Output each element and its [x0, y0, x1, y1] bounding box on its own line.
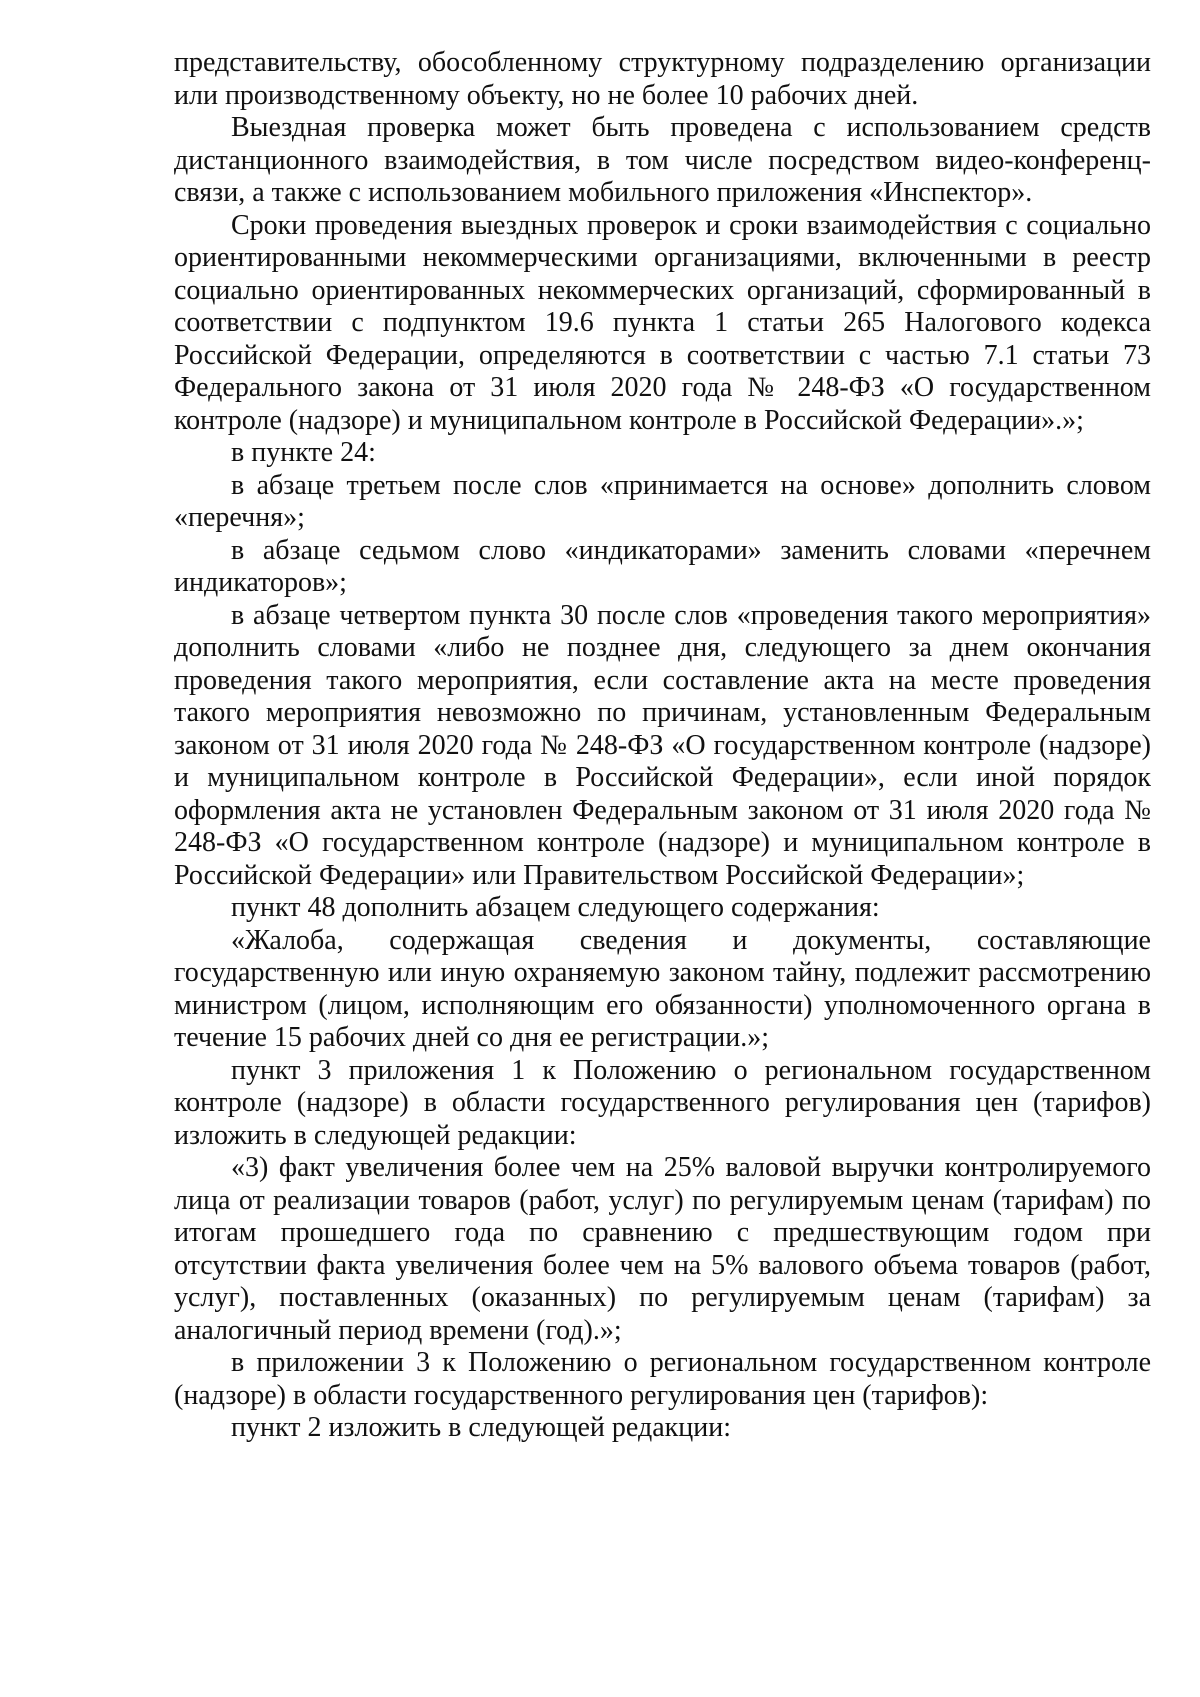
paragraph: «3) факт увеличения более чем на 25% валовой выручки контролируемого лица от реализации товаров (работ, услуг) по регулируемым ценам (тарифам) по итогам прошедшего года по сравнению с предшествующим годом при отсутствии факта увеличения более чем на 5% валового объема товаров (работ, услуг), поставленных (оказанных) по регулируемым ценам (тарифам) за аналогичный период времени (год).»; — [174, 1152, 1151, 1346]
document-body — [174, 47, 1151, 1445]
paragraph: Сроки проведения выездных проверок и сроки взаимодействия с социально ориентированными некоммерческими организациями, включенными в реестр социально ориентированных некоммерческих организаций, сформированный в соответствии с подпунктом 19.6 пункта 1 статьи 265 Налогового кодекса Российской Федерации, определяются в соответствии с частью 7.1 статьи 73 Федерального закона от 31 июля 2020 года № 248-ФЗ «О государственном контроле (надзоре) и муниципальном контроле в Российской Федерации».»; — [174, 209, 1151, 436]
paragraph: представительству, обособленному структурному подразделению организации или производственному объекту, но не более 10 рабочих дней. — [174, 47, 1151, 111]
paragraph: пункт 2 изложить в следующей редакции: — [231, 1412, 731, 1443]
paragraph: в абзаце третьем после слов «принимается на основе» дополнить словом «перечня»; — [174, 469, 1151, 533]
paragraph: в приложении 3 к Положению о региональном государственном контроле (надзоре) в области государственного регулирования цен (тарифов): — [174, 1347, 1151, 1411]
paragraph: Выездная проверка может быть проведена с использованием средств дистанционного взаимодействия, в том числе посредством видео-конференц-связи, а также с использованием мобильного приложения «Инспектор». — [174, 112, 1151, 208]
paragraph: в абзаце седьмом слово «индикаторами» заменить словами «перечнем индикаторов»; — [174, 534, 1151, 598]
paragraph: «Жалоба, содержащая сведения и документы, составляющие государственную или иную охраняемую законом тайну, подлежит рассмотрению министром (лицом, исполняющим его обязанности) уполномоченного органа в течение 15 рабочих дней со дня ее регистрации.»; — [174, 924, 1151, 1053]
paragraph: пункт 3 приложения 1 к Положению о региональном государственном контроле (надзоре) в области государственного регулирования цен (тарифов) изложить в следующей редакции: — [174, 1054, 1151, 1151]
paragraph: в абзаце четвертом пункта 30 после слов «проведения такого мероприятия» дополнить словами «либо не позднее дня, следующего за днем окончания проведения такого мероприятия, если составление акта на месте проведения такого мероприятия невозможно по причинам, установленным Федеральным законом от 31 июля 2020 года № 248-ФЗ «О государственном контроле (надзоре) и муниципальном контроле в Российской Федерации», если иной порядок оформления акта не установлен Федеральным законом от 31 июля 2020 года № 248-ФЗ «О государственном контроле (надзоре) и муниципальном контроле в Российской Федерации» или Правительством Российской Федерации»; — [174, 599, 1151, 891]
paragraph: пункт 48 дополнить абзацем следующего содержания: — [231, 892, 880, 923]
paragraph: в пункте 24: — [231, 437, 376, 468]
